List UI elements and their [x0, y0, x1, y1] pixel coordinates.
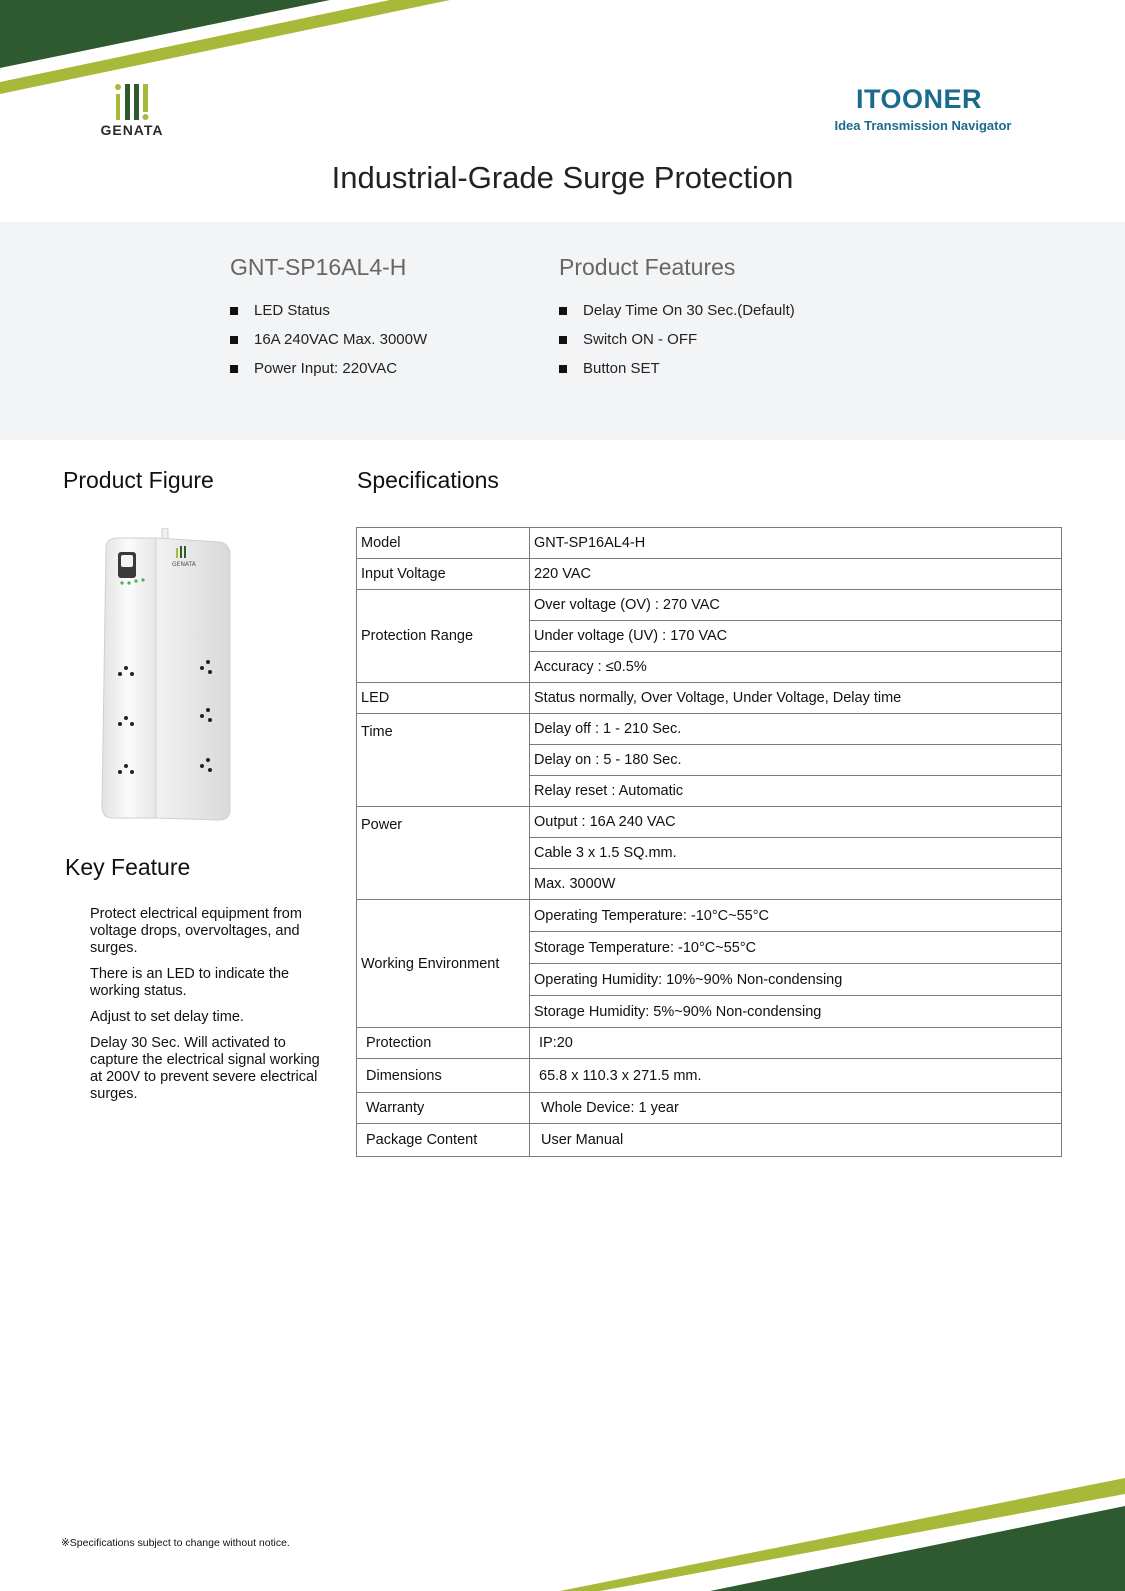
top-left-decoration	[0, 0, 460, 100]
table-row	[357, 714, 1062, 745]
list-item: Delay 30 Sec. Will activated to capture the electrical signal working at 200V to prevent severe electrical surges.	[90, 1035, 320, 1102]
list-item: Button SET	[559, 359, 795, 388]
features-column	[559, 254, 795, 388]
list-item: Adjust to set delay time.	[90, 1009, 244, 1025]
list-item: There is an LED to indicate the working status.	[90, 966, 290, 999]
genata-logo	[100, 82, 170, 142]
spec-value: Operating Humidity: 10%~90% Non-condensing	[530, 964, 1062, 996]
spec-label: Input Voltage	[357, 559, 530, 590]
overview-band	[0, 222, 1125, 440]
spec-label: Power	[357, 807, 530, 900]
table-row	[357, 900, 1062, 932]
spec-value: Delay on : 5 - 180 Sec.	[530, 745, 1062, 776]
spec-value: Status normally, Over Voltage, Under Voltage, Delay time	[530, 683, 1062, 714]
feature-points-list	[559, 301, 795, 388]
table-row	[357, 590, 1062, 621]
key-feature-heading: Key Feature	[65, 854, 191, 880]
spec-label: Model	[357, 528, 530, 559]
bottom-right-decoration	[560, 1470, 1125, 1591]
spec-label: Dimensions	[357, 1059, 530, 1093]
list-item: Power Input: 220VAC	[230, 359, 427, 388]
spec-value: GNT-SP16AL4-H	[530, 528, 1062, 559]
table-row	[357, 1028, 1062, 1059]
genata-logo-text: GENATA	[100, 122, 164, 138]
genata-bars-icon	[114, 82, 156, 120]
specifications-table	[356, 527, 1062, 1157]
spec-value: Cable 3 x 1.5 SQ.mm.	[530, 838, 1062, 869]
table-row	[357, 1124, 1062, 1157]
table-row	[357, 683, 1062, 714]
model-heading: GNT-SP16AL4-H	[230, 254, 407, 280]
spec-value: Storage Humidity: 5%~90% Non-condensing	[530, 996, 1062, 1028]
spec-value: Over voltage (OV) : 270 VAC	[530, 590, 1062, 621]
features-heading: Product Features	[559, 254, 736, 280]
spec-label: LED	[357, 683, 530, 714]
spec-label: Time	[357, 714, 530, 807]
list-item: Delay Time On 30 Sec.(Default)	[559, 301, 795, 330]
itooner-logo	[828, 84, 1028, 140]
spec-value: Under voltage (UV) : 170 VAC	[530, 621, 1062, 652]
table-row	[357, 528, 1062, 559]
footer-note: ※Specifications subject to change without notice.	[61, 1537, 290, 1549]
spec-value: 220 VAC	[530, 559, 1062, 590]
spec-label: Package Content	[357, 1124, 530, 1157]
spec-value: Max. 3000W	[530, 869, 1062, 900]
spec-label: Working Environment	[357, 900, 530, 1028]
spec-value: Operating Temperature: -10°C~55°C	[530, 900, 1062, 932]
table-row	[357, 559, 1062, 590]
page-title: Industrial-Grade Surge Protection	[331, 160, 794, 195]
spec-value: User Manual	[530, 1124, 1062, 1157]
spec-value: IP:20	[530, 1028, 1062, 1059]
list-item: Protect electrical equipment from voltage drops, overvoltages, and surges.	[90, 906, 302, 956]
spec-value: Whole Device: 1 year	[530, 1093, 1062, 1124]
spec-value: Delay off : 1 - 210 Sec.	[530, 714, 1062, 745]
key-feature-list	[90, 906, 330, 1112]
table-row	[357, 807, 1062, 838]
surge-protector-image	[96, 528, 236, 828]
specifications-heading: Specifications	[357, 467, 499, 493]
spec-label: Protection Range	[357, 590, 530, 683]
table-row	[357, 1093, 1062, 1124]
list-item: 16A 240VAC Max. 3000W	[230, 330, 427, 359]
spec-value: 65.8 x 110.3 x 271.5 mm.	[530, 1059, 1062, 1093]
itooner-logo-tagline: Idea Transmission Navigator	[834, 118, 1012, 133]
svg-text:GENATA: GENATA	[172, 561, 196, 568]
itooner-logo-name: ITOONER	[855, 84, 982, 114]
spec-value: Output : 16A 240 VAC	[530, 807, 1062, 838]
spec-value: Accuracy : ≤0.5%	[530, 652, 1062, 683]
list-item: Switch ON - OFF	[559, 330, 795, 359]
spec-value: Storage Temperature: -10°C~55°C	[530, 932, 1062, 964]
spec-value: Relay reset : Automatic	[530, 776, 1062, 807]
model-column	[230, 254, 427, 388]
spec-label: Warranty	[357, 1093, 530, 1124]
model-points-list	[230, 301, 427, 388]
table-row	[357, 1059, 1062, 1093]
product-figure-heading: Product Figure	[63, 467, 214, 493]
list-item: LED Status	[230, 301, 427, 330]
spec-label: Protection	[357, 1028, 530, 1059]
